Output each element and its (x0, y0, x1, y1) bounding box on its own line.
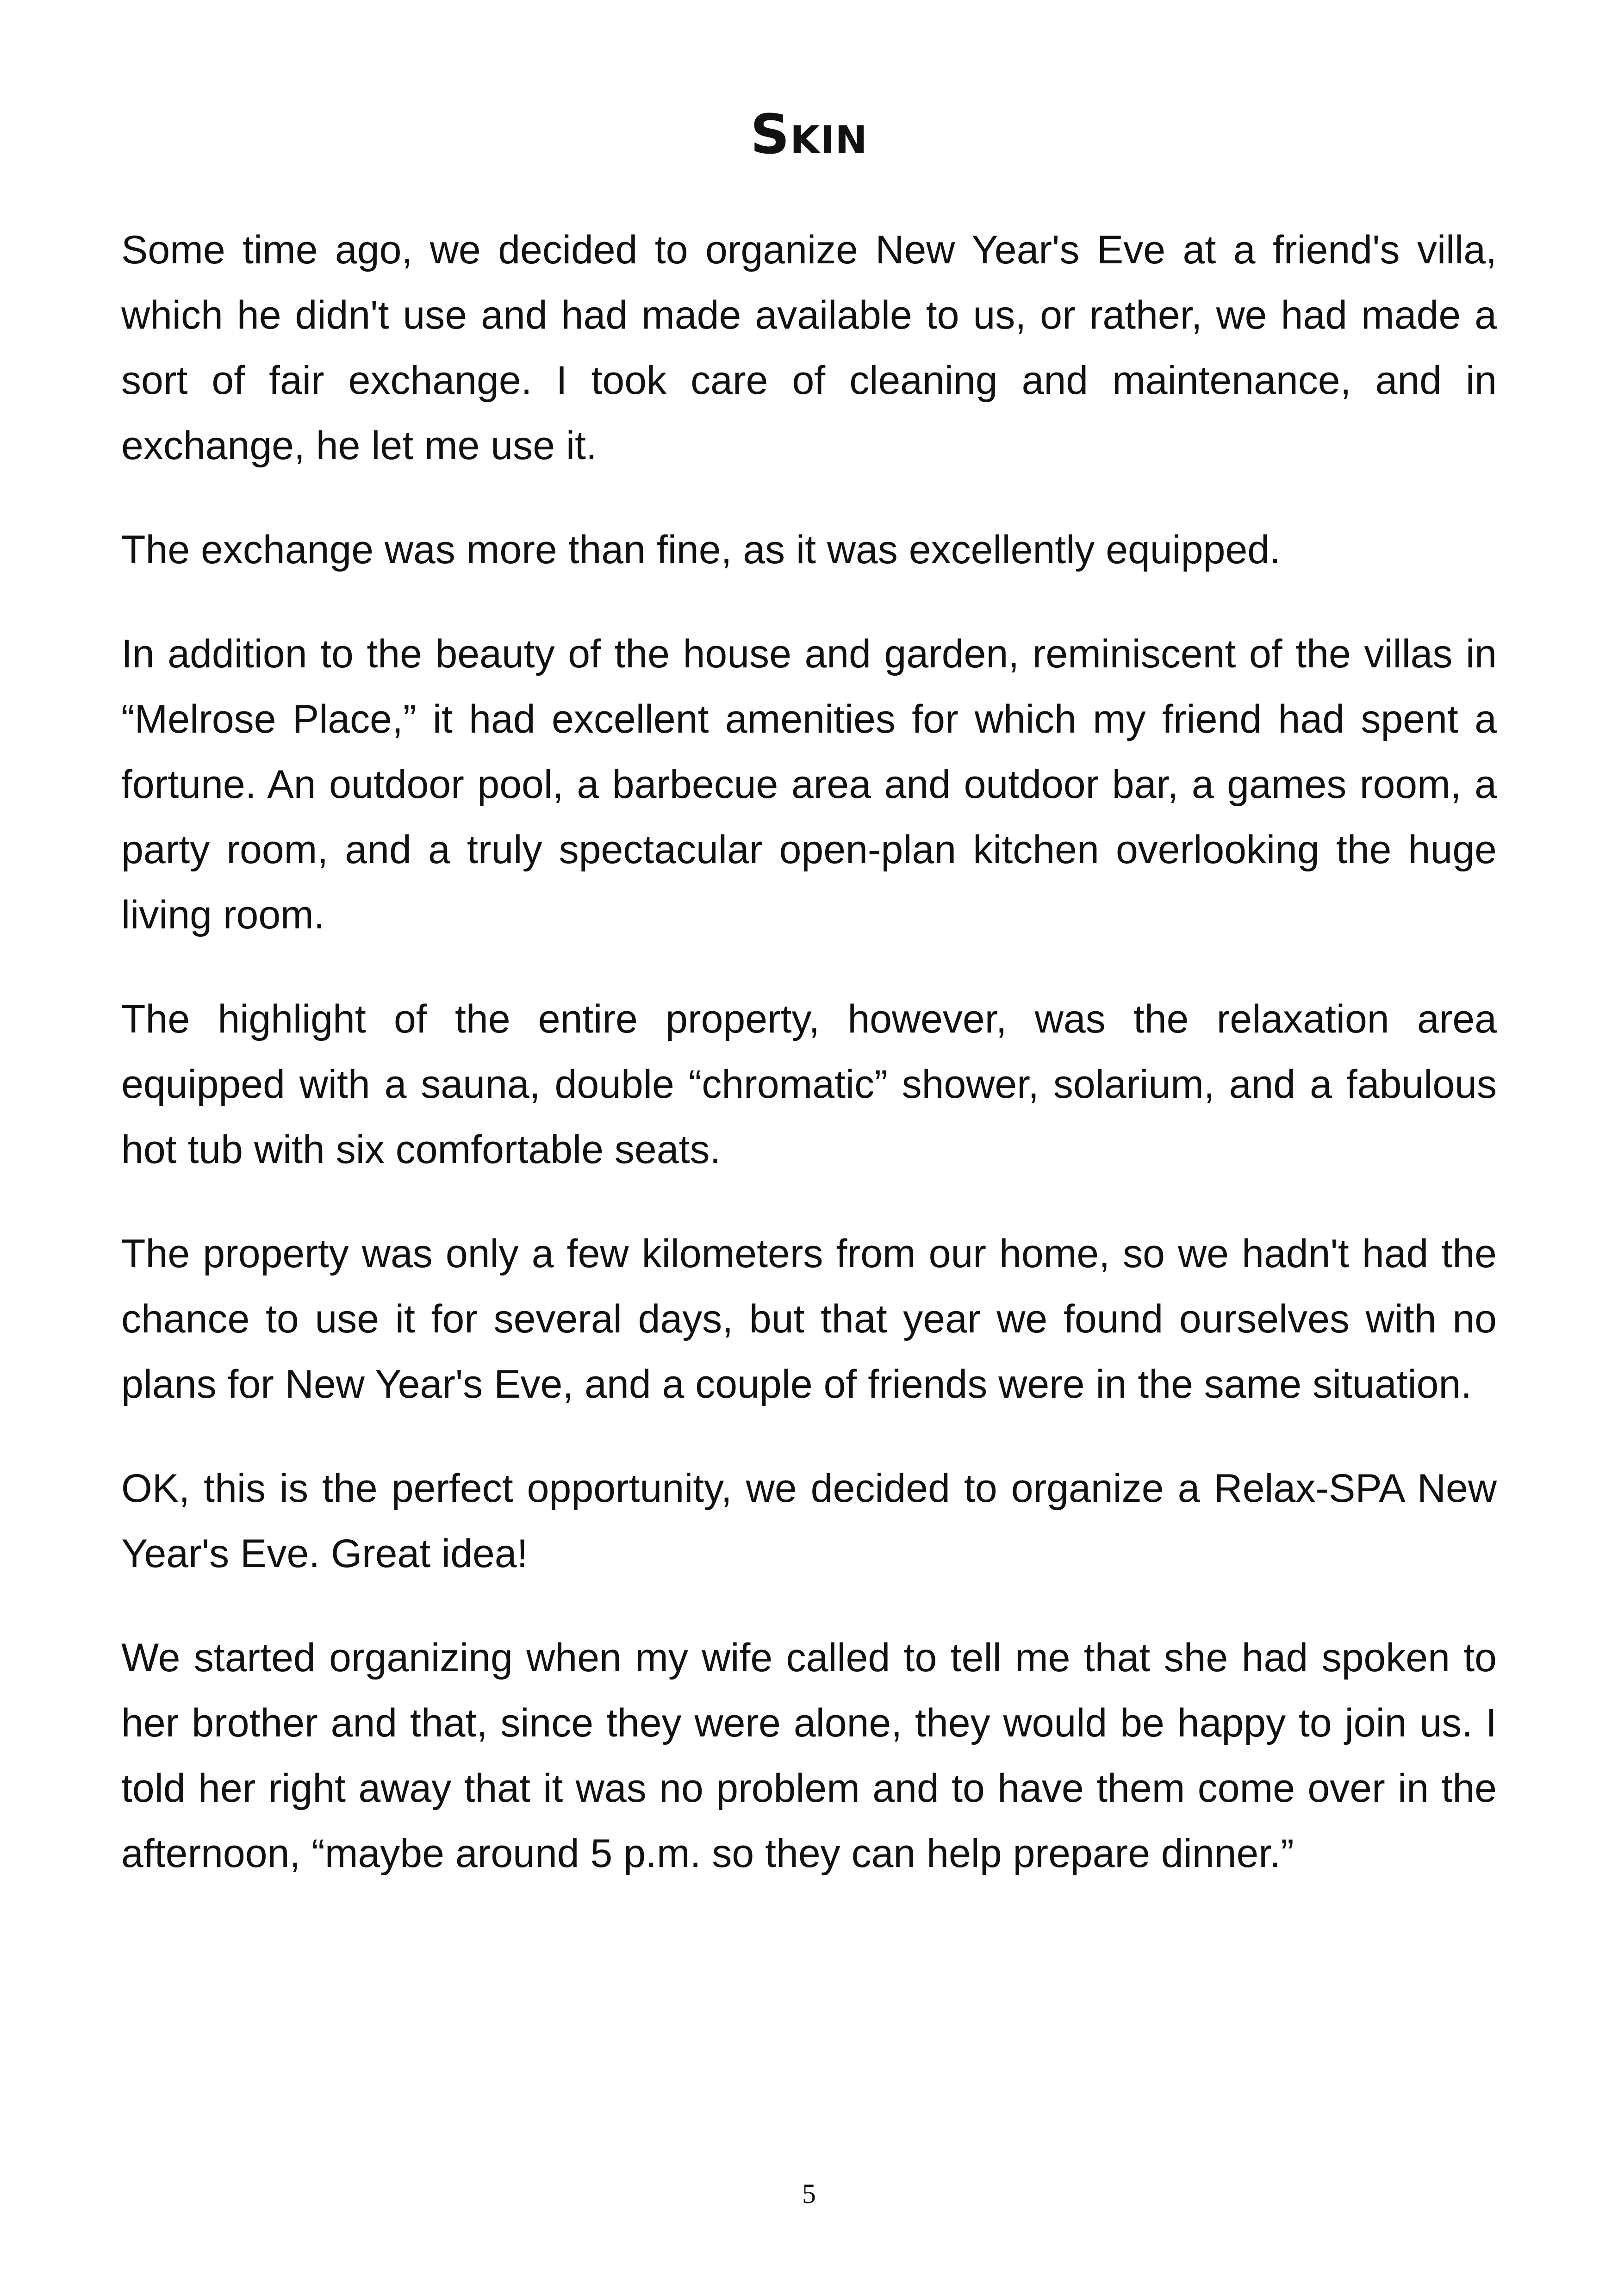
chapter-title: Skin (750, 102, 868, 166)
paragraph: In addition to the beauty of the house and garden, reminiscent of the villas in “Melrose Place,” it had excellent amenities for which my friend had spent a fortune. An outdoor pool, a barbecue area and outdoor bar, a games room, a party room, and a truly spectacular open-plan kitchen overlooking the huge living room. (121, 632, 1497, 937)
paragraph: The property was only a few kilometers from our home, so we hadn't had the chance to use it for several days, but that year we found ourselves with no plans for New Year's Eve, and a couple of friends were in the same situation. (121, 1232, 1497, 1406)
chapter-body (121, 218, 1497, 1925)
paragraph: Some time ago, we decided to organize New Year's Eve at a friend's villa, which he didn't use and had made available to us, or rather, we had made a sort of fair exchange. I took care of cleaning and maintenance, and in exchange, he let me use it. (121, 228, 1497, 468)
paragraph: OK, this is the perfect opportunity, we decided to organize a Relax-SPA New Year's Eve. Great idea! (121, 1466, 1497, 1576)
paragraph: The exchange was more than fine, as it was excellently equipped. (121, 528, 1281, 572)
paragraph: The highlight of the entire property, however, was the relaxation area equipped with a sauna, double “chromatic” shower, solarium, and a fabulous hot tub with six comfortable seats. (121, 997, 1497, 1172)
paragraph: We started organizing when my wife called to tell me that she had spoken to her brother and that, since they were alone, they would be happy to join us. I told her right away that it was no problem and to have them come over in the afternoon, “maybe around 5 p.m. so they can help prepare dinner.” (121, 1636, 1497, 1876)
page-number: 5 (802, 2178, 816, 2209)
